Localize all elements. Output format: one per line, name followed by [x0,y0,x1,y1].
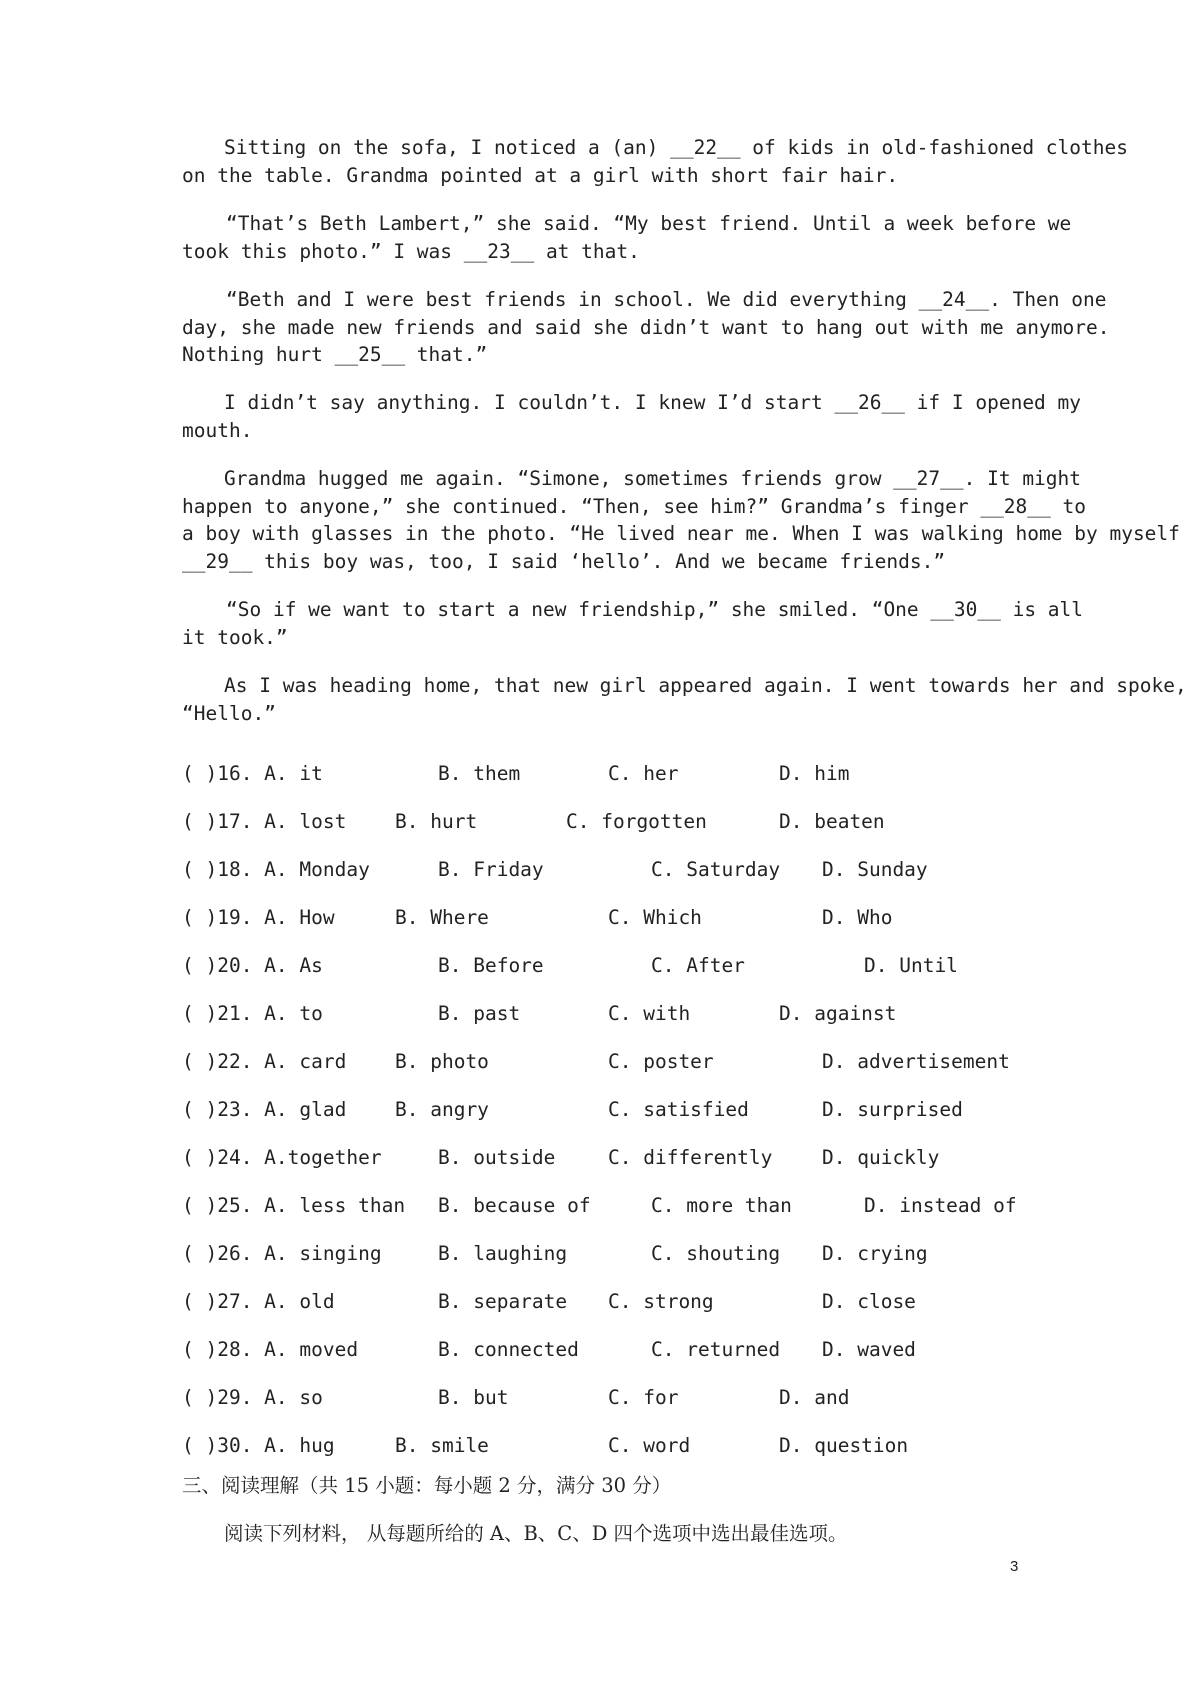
passage-line: Grandma hugged me again. “Simone, sometimes friends grow __27__. It might [224,467,1082,490]
option-c: C. strong [608,1290,714,1313]
option-c: C. differently [608,1146,773,1169]
option-c: C. forgotten [566,810,707,833]
option-b: B. hurt [395,810,478,833]
option-d: D. beaten [779,810,885,833]
passage-line: Nothing hurt __25__ that.” [182,343,488,366]
option-d: D. against [779,1002,897,1025]
option-d: D. waved [822,1338,916,1361]
section-title: 三、阅读理解（共 15 小题：每小题 2 分，满分 30 分） [182,1474,672,1497]
option-b: B. photo [395,1050,489,1073]
option-c: C. word [608,1434,691,1457]
question-number-option-a: ( )22. A. card [182,1050,347,1073]
question-number-option-a: ( )18. A. Monday [182,858,370,881]
option-d: D. close [822,1290,916,1313]
question-number-option-a: ( )17. A. lost [182,810,347,833]
option-b: B. angry [395,1098,489,1121]
question-number-option-a: ( )30. A. hug [182,1434,335,1457]
passage-line: mouth. [182,418,253,442]
option-b: B. them [438,762,521,785]
option-d: D. instead of [864,1194,1017,1217]
question-number-option-a: ( )27. A. old [182,1290,335,1313]
question-number-option-a: ( )16. A. it [182,762,323,785]
option-c: C. Saturday [651,858,781,881]
question-number-option-a: ( )24. A.together [182,1146,382,1169]
option-c: C. for [608,1386,679,1409]
option-b: B. Friday [438,858,544,881]
option-b: B. smile [395,1434,489,1457]
option-c: C. shouting [651,1242,781,1265]
passage-paragraph-6 [182,596,1084,651]
passage-paragraph-1 [182,134,1128,189]
option-d: D. and [779,1386,850,1409]
option-c: C. more than [651,1194,792,1217]
option-d: D. Until [864,954,958,977]
option-b: B. separate [438,1290,568,1313]
option-d: D. crying [822,1242,928,1265]
passage-line: it took.” [182,625,288,649]
question-number-option-a: ( )28. A. moved [182,1338,359,1361]
passage-paragraph-5 [182,465,1180,575]
passage-line: “That’s Beth Lambert,” she said. “My best friend. Until a week before we [226,212,1072,235]
option-c: C. her [608,762,679,785]
option-c: C. After [651,954,745,977]
option-b: B. Before [438,954,544,977]
option-d: D. question [779,1434,909,1457]
question-number-option-a: ( )29. A. so [182,1386,323,1409]
question-number-option-a: ( )23. A. glad [182,1098,347,1121]
passage-line: Sitting on the sofa, I noticed a (an) __22__ of kids in old-fashioned clothes [224,136,1128,159]
option-d: D. advertisement [822,1050,1010,1073]
passage-paragraph-2 [182,210,1072,265]
option-d: D. Sunday [822,858,928,881]
passage-line: “So if we want to start a new friendship,” she smiled. “One __30__ is all [226,598,1084,621]
passage-line: “Hello.” [182,701,276,725]
option-c: C. satisfied [608,1098,749,1121]
question-number-option-a: ( )19. A. How [182,906,335,929]
option-b: B. outside [438,1146,556,1169]
passage-paragraph-7 [182,672,1187,727]
passage-line: a boy with glasses in the photo. “He lived near me. When I was walking home by myself [182,522,1180,545]
option-d: D. quickly [822,1146,940,1169]
option-b: B. but [438,1386,509,1409]
option-b: B. Where [395,906,489,929]
option-b: B. laughing [438,1242,568,1265]
page-number: 3 [1010,1558,1019,1575]
option-d: D. him [779,762,850,785]
option-c: C. Which [608,906,702,929]
option-c: C. returned [651,1338,781,1361]
question-number-option-a: ( )25. A. less than [182,1194,406,1217]
passage-line: day, she made new friends and said she didn’t want to hang out with me anymore. [182,315,1110,339]
section-instruction: 阅读下列材料， 从每题所给的 A、B、C、D 四个选项中选出最佳选项。 [224,1522,848,1545]
question-number-option-a: ( )26. A. singing [182,1242,382,1265]
passage-line: took this photo.” I was __23__ at that. [182,239,640,263]
passage-line: “Beth and I were best friends in school. We did everything __24__. Then one [226,288,1107,311]
passage-line: __29__ this boy was, too, I said ‘hello’. And we became friends.” [182,549,946,573]
option-b: B. connected [438,1338,579,1361]
question-number-option-a: ( )20. A. As [182,954,323,977]
passage-line: happen to anyone,” she continued. “Then, see him?” Grandma’s finger __28__ to [182,494,1086,518]
passage-paragraph-4 [182,389,1082,444]
option-d: D. surprised [822,1098,963,1121]
option-b: B. past [438,1002,521,1025]
option-b: B. because of [438,1194,591,1217]
passage-line: on the table. Grandma pointed at a girl with short fair hair. [182,163,899,187]
question-number-option-a: ( )21. A. to [182,1002,323,1025]
passage-line: As I was heading home, that new girl appeared again. I went towards her and spoke, [224,674,1187,697]
option-d: D. Who [822,906,893,929]
passage-line: I didn’t say anything. I couldn’t. I knew I’d start __26__ if I opened my [224,391,1082,414]
passage-paragraph-3 [182,286,1110,369]
option-c: C. poster [608,1050,714,1073]
option-c: C. with [608,1002,691,1025]
